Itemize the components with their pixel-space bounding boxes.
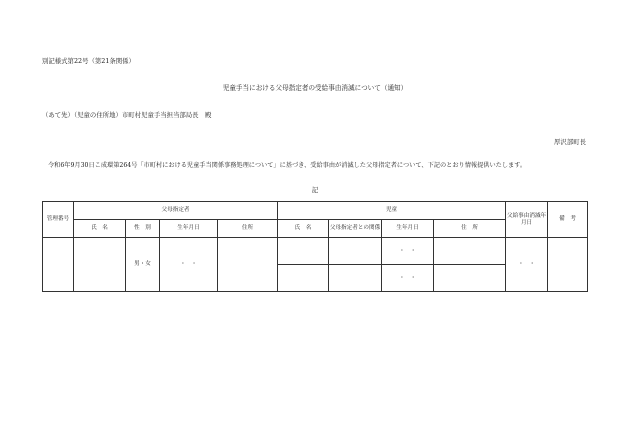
cell-child-birthdate-1: ・ ・ (382, 238, 434, 265)
cell-child-relation-1 (329, 238, 382, 265)
notification-table (42, 201, 588, 292)
cell-child-relation-2 (329, 265, 382, 292)
header-child-name: 氏 名 (278, 220, 329, 238)
cell-parent-birthdate: ・ ・ (160, 238, 218, 292)
header-remarks: 備 考 (548, 202, 588, 238)
header-parent-gender: 性 別 (126, 220, 160, 238)
header-end-date: 父給事由消滅年月日 (506, 202, 548, 238)
cell-child-name-2 (278, 265, 329, 292)
cell-child-name-1 (278, 238, 329, 265)
header-parent-birthdate: 生年月日 (160, 220, 218, 238)
document-title: 児童手当における父母指定者の受給事由消滅について（通知） (222, 84, 408, 92)
cell-child-address-1 (434, 238, 506, 265)
cell-end-date: ・ ・ (506, 238, 548, 292)
form-number: 別記様式第22号（第21条関係） (42, 57, 135, 65)
issuer: 厚沢部町長 (554, 138, 586, 146)
cell-remarks (548, 238, 588, 292)
cell-parent-address (218, 238, 278, 292)
header-child-group: 児童 (278, 202, 506, 220)
header-child-birthdate: 生年月日 (382, 220, 434, 238)
addressee: （あて先）（児童の住所地）市町村児童手当担当部局長 殿 (42, 111, 212, 119)
cell-parent-gender: 男・女 (126, 238, 160, 292)
cell-admin-no (43, 238, 74, 292)
header-parent-name: 氏 名 (74, 220, 126, 238)
cell-child-address-2 (434, 265, 506, 292)
header-child-relation: 父母指定者との関係 (329, 220, 382, 238)
header-child-address: 住 所 (434, 220, 506, 238)
cell-child-birthdate-2: ・ ・ (382, 265, 434, 292)
header-admin-no: 管理番号 (43, 202, 74, 238)
ki-heading: 記 (311, 186, 319, 194)
cell-parent-name (74, 238, 126, 292)
body-text: 令和6年9月30日こ成環第264号「市町村における児童手当関係事務処理について」に基づき、受給事由が消滅した父母指定者について、下記のとおり情報提供いたします。 (48, 162, 527, 169)
header-parent-address: 住所 (218, 220, 278, 238)
table-row (43, 238, 588, 265)
header-parent-group: 父母指定者 (74, 202, 278, 220)
